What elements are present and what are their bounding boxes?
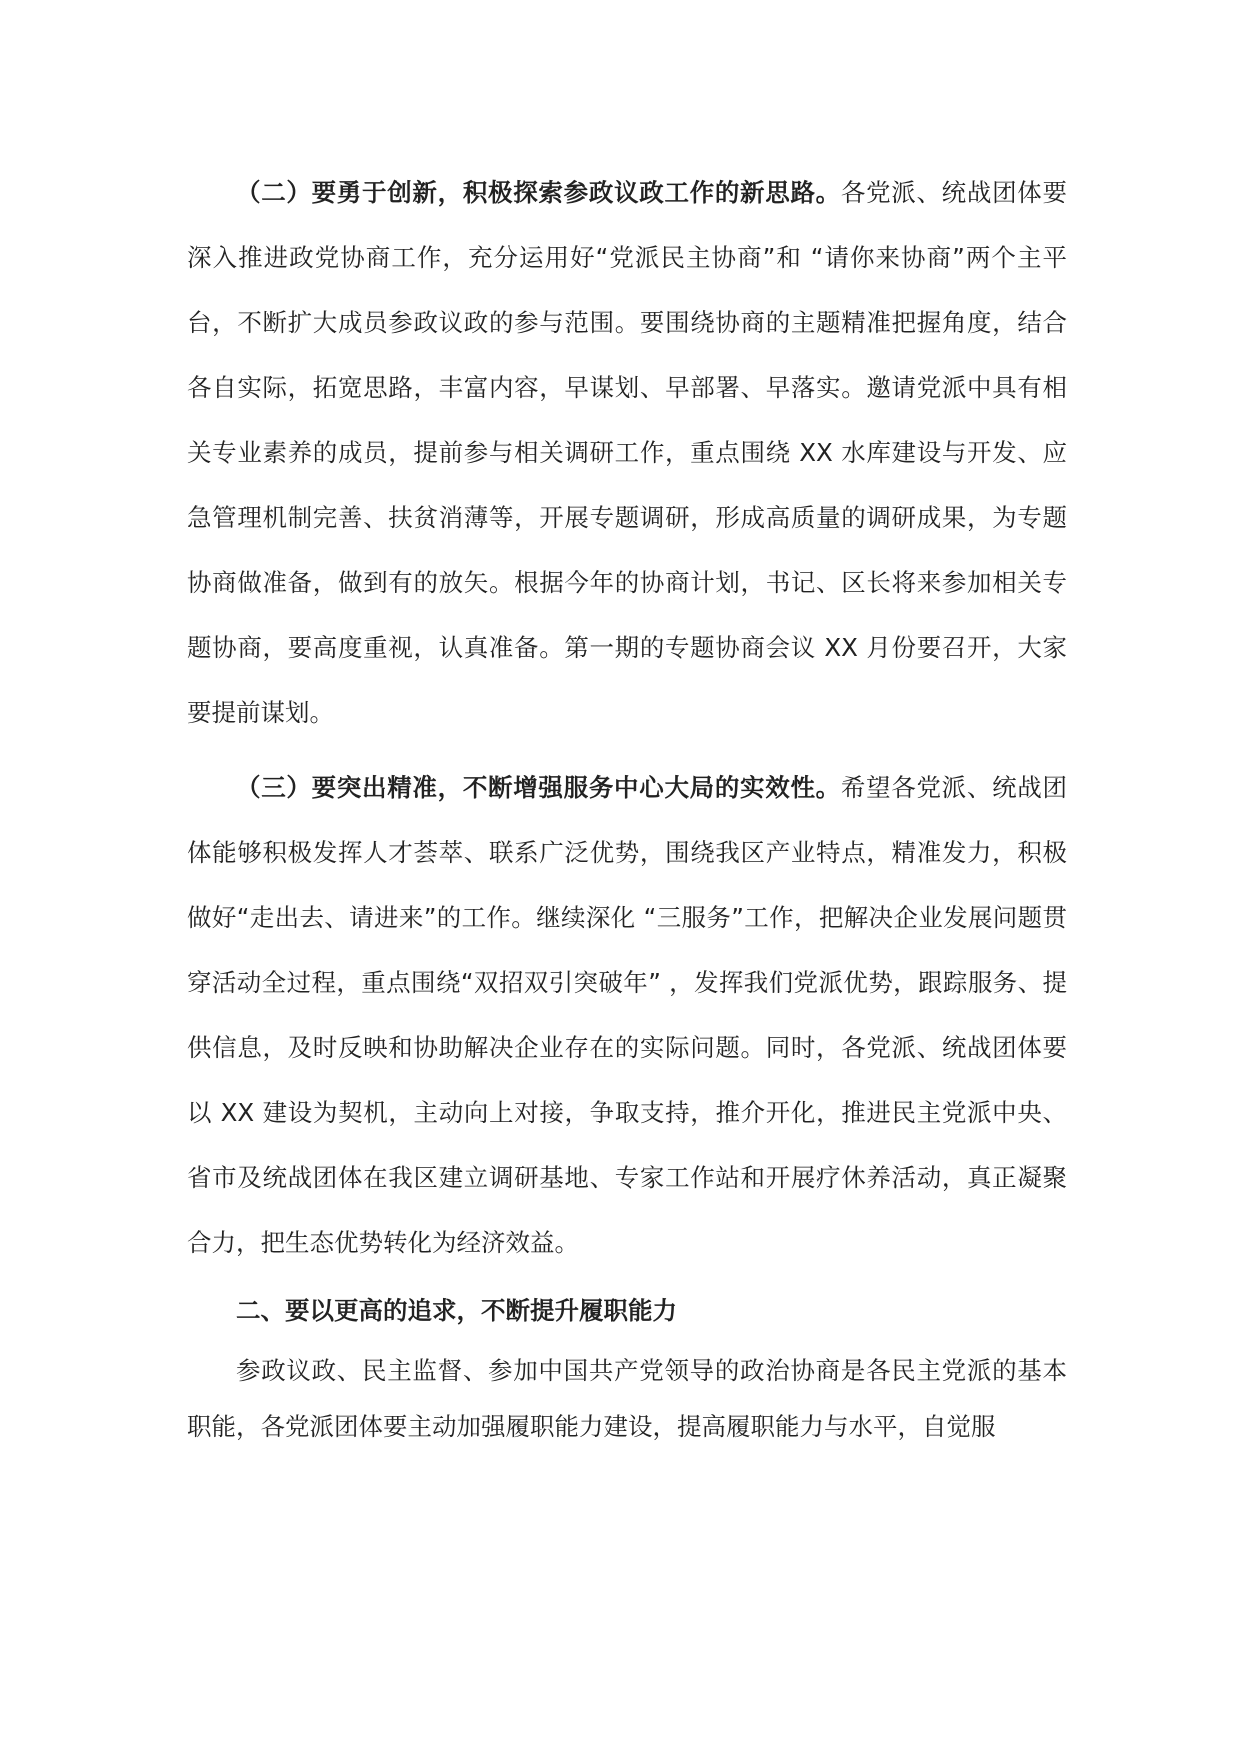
paragraph-duties: 参政议政、民主监督、参加中国共产党领导的政治协商是各民主党派的基本职能，各党派团体要主动加强履职能力建设，提高履职能力与水平，自觉服 [187,1356,1067,1441]
paragraph-text: 各党派、统战团体要深入推进政党协商工作，充分运用好“党派民主协商”和 “请你来协商”两个主平台，不断扩大成员参政议政的参与范围。要围绕协商的主题精准把握角度，结合各自实际，拓宽思路，丰富内容，早谋划、早部署、早落实。邀请党派中具有相关专业素养的成员，提前参与相关调研工作，重点围绕 XX 水库建设与开发、应急管理机制完善、扶贫消薄等，开展专题调研，形成高质量的调研成果，为专题协商做准备，做到有的放矢。根据今年的协商计划，书记、区长将来参加相关专题协商，要高度重视，认真准备。第一期的专题协商会议 XX 月份要召开，大家要提前谋划。 [187,178,1067,727]
section-heading: 二、要以更高的追求，不断提升履职能力 [236,1296,677,1325]
paragraph-precision [187,755,1067,1275]
paragraph-lead: （二）要勇于创新，积极探索参政议政工作的新思路。 [236,178,841,207]
paragraph-text: 希望各党派、统战团体能够积极发挥人才荟萃、联系广泛优势，围绕我区产业特点，精准发力，积极做好“走出去、请进来”的工作。继续深化 “三服务”工作，把解决企业发展问题贯穿活动全过程，重点围绕“双招双引突破年” ，发挥我们党派优势，跟踪服务、提供信息，及时反映和协助解决企业存在的实际问题。同时，各党派、统战团体要以 XX 建设为契机，主动向上对接，争取支持，推介开化，推进民主党派中央、省市及统战团体在我区建立调研基地、专家工作站和开展疗休养活动，真正凝聚合力，把生态优势转化为经济效益。 [187,773,1067,1257]
document-body [187,160,1067,1455]
paragraph-lead: （三）要突出精准，不断增强服务中心大局的实效性。 [236,773,841,802]
paragraph-innovation [187,160,1067,745]
